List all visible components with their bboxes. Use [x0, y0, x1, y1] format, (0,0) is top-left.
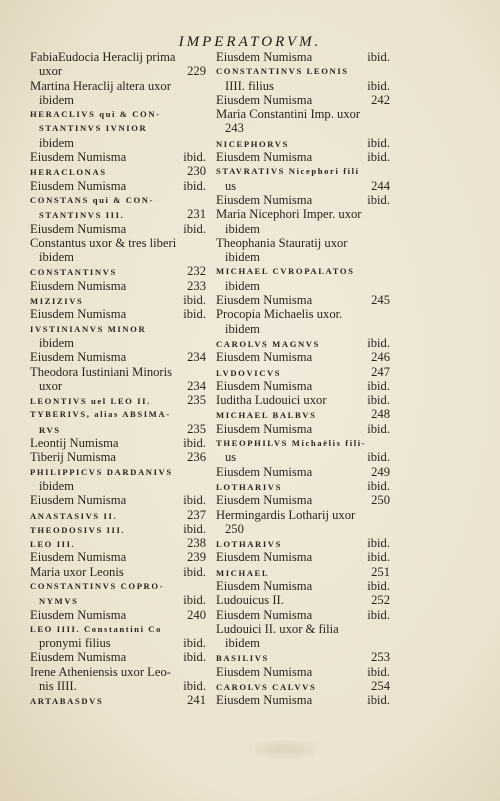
entry-text: Eiusdem Numisma	[216, 664, 313, 679]
index-entry	[216, 207, 390, 221]
entry-text: Eiusdem Numisma	[216, 192, 313, 207]
index-entry	[30, 450, 206, 464]
entry-text: ibidem	[225, 321, 260, 336]
entry-text: IVSTINIANVS MINOR	[30, 323, 147, 334]
entry-text: Maria Nicephori Imper. uxor	[216, 207, 362, 222]
index-entry	[216, 50, 390, 64]
index-entry	[216, 279, 390, 293]
index-entry	[30, 150, 206, 164]
entry-text: ibidem	[225, 278, 260, 293]
entry-text: LOTHARIVS	[216, 481, 282, 492]
entry-text: FabiaEudocia Heraclij prima	[30, 50, 176, 64]
entry-text: ANASTASIVS II.	[30, 510, 118, 521]
entry-text: Eiusdem Numisma	[216, 150, 313, 165]
entry-text: BASILIVS	[216, 653, 269, 664]
entry-text: Ludouici II. uxor & filia	[216, 621, 339, 636]
entry-text: Maria uxor Leonis	[30, 564, 124, 579]
entry-page-number: 250	[371, 493, 390, 508]
entry-text: STANTINVS III.	[39, 210, 125, 221]
entry-text: LEONTIVS uel LEO II.	[30, 396, 151, 407]
entry-page-number: 242	[371, 92, 390, 107]
entry-page-number: ibid.	[367, 450, 390, 465]
index-entry	[30, 465, 206, 479]
entry-text: ibidem	[39, 335, 74, 350]
index-entry	[216, 322, 390, 336]
entry-text: Leontij Numisma	[30, 436, 119, 451]
index-entry	[30, 222, 206, 236]
index-entry	[216, 536, 390, 550]
entry-text: ibidem	[39, 92, 74, 107]
index-entry	[30, 322, 206, 336]
entry-text: Eiusdem Numisma	[216, 550, 313, 565]
index-entry	[216, 465, 390, 479]
index-entry	[216, 679, 390, 693]
entry-text: Eiusdem Numisma	[216, 578, 313, 593]
entry-text: LVDOVICVS	[216, 367, 282, 378]
entry-page-number: 231	[187, 207, 206, 222]
entry-text: ibidem	[225, 250, 260, 265]
entry-page-number: ibid.	[367, 393, 390, 408]
entry-text: Eiusdem Numisma	[216, 607, 313, 622]
index-entry	[30, 407, 206, 421]
index-entry	[30, 79, 206, 93]
index-entry	[30, 121, 206, 135]
index-entry	[30, 307, 206, 321]
index-entry	[216, 579, 390, 593]
entry-text: Eiusdem Numisma	[216, 421, 313, 436]
index-entry	[30, 64, 206, 78]
entry-page-number: ibid.	[367, 664, 390, 679]
index-entry	[216, 407, 390, 421]
index-column-right	[216, 50, 390, 708]
entry-text: Eiusdem Numisma	[216, 378, 313, 393]
entry-text: Eiusdem Numisma	[216, 350, 313, 365]
entry-page-number: ibid.	[367, 607, 390, 622]
entry-page-number: ibid.	[183, 593, 206, 608]
entry-text: Eiusdem Numisma	[30, 650, 127, 665]
index-entry	[30, 336, 206, 350]
entry-text: ibidem	[39, 135, 74, 150]
index-entry	[30, 236, 206, 250]
index-entry	[30, 565, 206, 579]
entry-page-number: ibid.	[183, 636, 206, 651]
entry-text: HERACLIVS qui & CON-	[30, 109, 161, 120]
index-entry	[216, 365, 390, 379]
index-entry	[216, 350, 390, 364]
entry-page-number: ibid.	[183, 178, 206, 193]
index-entry	[216, 107, 390, 121]
index-entry	[216, 293, 390, 307]
index-entry	[30, 422, 206, 436]
entry-text: Irene Atheniensis uxor Leo-	[30, 664, 171, 679]
entry-text: Martina Heraclij altera uxor	[30, 78, 171, 93]
entry-text: STAVRATIVS Nicephori fili	[216, 166, 360, 177]
entry-text: ibidem	[225, 221, 260, 236]
index-entry	[216, 593, 390, 607]
entry-page-number: ibid.	[183, 679, 206, 694]
entry-page-number: 254	[371, 679, 390, 694]
index-entry	[216, 508, 390, 522]
entry-page-number: 233	[187, 278, 206, 293]
index-entry	[30, 164, 206, 178]
entry-text: MIZIZIVS	[30, 296, 84, 307]
index-entry	[216, 550, 390, 564]
entry-page-number: 245	[371, 293, 390, 308]
entry-text: Procopia Michaelis uxor.	[216, 307, 343, 322]
index-entry	[30, 665, 206, 679]
index-entry	[216, 236, 390, 250]
index-entry	[30, 50, 206, 64]
index-entry	[216, 222, 390, 236]
entry-page-number: 244	[371, 178, 390, 193]
entry-page-number: ibid.	[367, 192, 390, 207]
entry-text: uxor	[39, 378, 63, 393]
entry-page-number: 234	[187, 378, 206, 393]
index-entry	[30, 379, 206, 393]
entry-page-number: 232	[187, 264, 206, 279]
entry-text: Constantus uxor & tres liberi	[30, 235, 177, 250]
entry-text: Theodora Iustiniani Minoris	[30, 364, 173, 379]
entry-page-number: ibid.	[367, 478, 390, 493]
entry-page-number: ibid.	[367, 578, 390, 593]
entry-text: Eiusdem Numisma	[30, 307, 127, 322]
index-entry	[216, 307, 390, 321]
entry-page-number: ibid.	[367, 50, 390, 64]
entry-text: Eiusdem Numisma	[216, 464, 313, 479]
entry-text: Eiusdem Numisma	[30, 550, 127, 565]
index-entry	[216, 636, 390, 650]
entry-page-number: 240	[187, 607, 206, 622]
index-entry	[30, 622, 206, 636]
entry-page-number: 247	[371, 364, 390, 379]
index-entry	[30, 636, 206, 650]
entry-page-number: 237	[187, 507, 206, 522]
index-entry	[216, 179, 390, 193]
entry-page-number: ibid.	[367, 150, 390, 165]
entry-page-number: ibid.	[367, 378, 390, 393]
entry-text: Eiusdem Numisma	[30, 278, 127, 293]
index-entry	[216, 193, 390, 207]
index-entry	[30, 479, 206, 493]
entry-text: ibidem	[39, 478, 74, 493]
ink-smudge	[255, 740, 315, 758]
entry-text: Eiusdem Numisma	[216, 92, 313, 107]
index-entry	[216, 336, 390, 350]
index-entry	[216, 150, 390, 164]
entry-text: CAROLVS CALVVS	[216, 682, 317, 693]
entry-text: Eiusdem Numisma	[30, 150, 127, 165]
entry-page-number: 236	[187, 450, 206, 465]
entry-text: CONSTANTINVS	[30, 267, 117, 278]
entry-text: Eiusdem Numisma	[30, 607, 127, 622]
entry-text: NYMVS	[39, 596, 79, 607]
index-entry	[216, 136, 390, 150]
index-entry	[216, 493, 390, 507]
index-entry	[30, 393, 206, 407]
entry-page-number: 241	[187, 693, 206, 708]
entry-page-number: ibid.	[367, 78, 390, 93]
index-entry	[216, 79, 390, 93]
index-entry	[30, 93, 206, 107]
entry-page-number: ibid.	[183, 150, 206, 165]
entry-page-number: ibid.	[367, 135, 390, 150]
index-entry	[30, 679, 206, 693]
index-entry	[216, 264, 390, 278]
index-entry	[216, 379, 390, 393]
index-entry	[216, 479, 390, 493]
index-entry	[30, 650, 206, 664]
entry-text: Eiusdem Numisma	[216, 293, 313, 308]
entry-text: RVS	[39, 424, 61, 435]
entry-page-number: ibid.	[367, 693, 390, 708]
entry-page-number: ibid.	[183, 307, 206, 322]
index-entry	[30, 350, 206, 364]
running-header: IMPERATORVM.	[178, 34, 322, 50]
entry-text: ibidem	[225, 636, 260, 651]
entry-text: Eiusdem Numisma	[30, 350, 127, 365]
entry-page-number: ibid.	[367, 421, 390, 436]
entry-text: Eiusdem Numisma	[30, 493, 127, 508]
entry-page-number: 235	[187, 421, 206, 436]
entry-page-number: ibid.	[183, 293, 206, 308]
index-entry	[216, 622, 390, 636]
entry-text: LOTHARIVS	[216, 539, 282, 550]
index-entry	[30, 593, 206, 607]
entry-page-number: 230	[187, 164, 206, 179]
index-entry	[30, 293, 206, 307]
entry-page-number: 246	[371, 350, 390, 365]
entry-page-number: 249	[371, 464, 390, 479]
entry-text: NICEPHORVS	[216, 138, 289, 149]
entry-page-number: 251	[371, 564, 390, 579]
entry-page-number: ibid.	[367, 550, 390, 565]
entry-text: MICHAEL	[216, 567, 270, 578]
entry-page-number: 238	[187, 536, 206, 551]
index-entry	[30, 179, 206, 193]
entry-page-number: 229	[187, 64, 206, 79]
entry-text: Tiberij Numisma	[30, 450, 116, 465]
entry-text: pronymi filius	[39, 636, 111, 651]
entry-text: THEODOSIVS III.	[30, 524, 126, 535]
entry-text: TYBERIVS, alias ABSIMA-	[30, 409, 171, 420]
index-entry	[30, 550, 206, 564]
index-entry	[216, 93, 390, 107]
entry-text: MICHAEL BALBVS	[216, 410, 317, 421]
entry-text: nis IIII.	[39, 679, 77, 694]
index-entry	[30, 207, 206, 221]
index-entry	[30, 136, 206, 150]
entry-text: Eiusdem Numisma	[216, 693, 313, 708]
index-column-left	[30, 50, 206, 708]
entry-page-number: ibid.	[183, 650, 206, 665]
entry-text: ibidem	[39, 250, 74, 265]
index-entry	[216, 393, 390, 407]
entry-text: Maria Constantini Imp. uxor	[216, 107, 361, 122]
entry-text: LEO IIII. Constantini Co	[30, 623, 163, 634]
entry-page-number: ibid.	[183, 436, 206, 451]
index-entry	[30, 536, 206, 550]
index-entry	[30, 279, 206, 293]
index-entry	[216, 565, 390, 579]
entry-text: uxor	[39, 64, 63, 79]
index-entry	[30, 250, 206, 264]
index-entry	[30, 193, 206, 207]
index-entry	[30, 608, 206, 622]
entry-text: us	[225, 178, 237, 193]
entry-text: 250	[225, 521, 244, 536]
entry-text: IIII. filius	[225, 78, 274, 93]
entry-text: us	[225, 450, 237, 465]
entry-page-number: 234	[187, 350, 206, 365]
index-entry	[30, 107, 206, 121]
entry-text: Iuditha Ludouici uxor	[216, 393, 327, 408]
index-entry	[216, 650, 390, 664]
index-entry	[30, 436, 206, 450]
index-entry	[216, 693, 390, 707]
index-entry	[216, 422, 390, 436]
entry-text: CONSTANS qui & CON-	[30, 194, 155, 205]
entry-text: LEO III.	[30, 539, 76, 550]
entry-page-number: ibid.	[183, 521, 206, 536]
entry-text: ARTABASDVS	[30, 696, 104, 707]
entry-text: Eiusdem Numisma	[216, 493, 313, 508]
entry-text: PHILIPPICVS DARDANIVS	[30, 466, 173, 477]
index-entry	[30, 264, 206, 278]
entry-page-number: ibid.	[367, 536, 390, 551]
entry-text: Ludouicus II.	[216, 593, 284, 608]
entry-text: Eiusdem Numisma	[30, 178, 127, 193]
index-entry	[30, 522, 206, 536]
entry-text: HERACLONAS	[30, 167, 107, 178]
index-entry	[216, 608, 390, 622]
index-entry	[216, 522, 390, 536]
index-entry	[216, 436, 390, 450]
entry-page-number: 248	[371, 407, 390, 422]
entry-text: CONSTANTINVS COPRO-	[30, 580, 165, 591]
index-entry	[30, 365, 206, 379]
entry-text: Theophania Stauratij uxor	[216, 235, 348, 250]
entry-page-number: 252	[371, 593, 390, 608]
entry-text: CAROLVS MAGNVS	[216, 338, 320, 349]
entry-page-number: ibid.	[183, 564, 206, 579]
index-entry	[216, 121, 390, 135]
entry-text: Hermingardis Lotharij uxor	[216, 507, 356, 522]
index-entry	[216, 164, 390, 178]
entry-text: CONSTANTINVS LEONIS	[216, 66, 349, 77]
entry-text: THEOPHILVS Michaëlis fili-	[216, 438, 367, 449]
index-entry	[216, 64, 390, 78]
index-entry	[216, 450, 390, 464]
entry-page-number: ibid.	[183, 493, 206, 508]
entry-text: 243	[225, 121, 244, 136]
index-entry	[30, 579, 206, 593]
entry-page-number: 253	[371, 650, 390, 665]
entry-text: Eiusdem Numisma	[216, 50, 313, 64]
index-entry	[216, 250, 390, 264]
entry-text: MICHAEL CVROPALATOS	[216, 266, 355, 277]
entry-page-number: 235	[187, 393, 206, 408]
entry-page-number: ibid.	[367, 335, 390, 350]
entry-page-number: ibid.	[183, 221, 206, 236]
index-entry	[30, 693, 206, 707]
index-entry	[216, 665, 390, 679]
entry-page-number: 239	[187, 550, 206, 565]
entry-text: STANTINVS IVNIOR	[39, 123, 148, 134]
entry-text: Eiusdem Numisma	[30, 221, 127, 236]
index-entry	[30, 508, 206, 522]
index-entry	[30, 493, 206, 507]
